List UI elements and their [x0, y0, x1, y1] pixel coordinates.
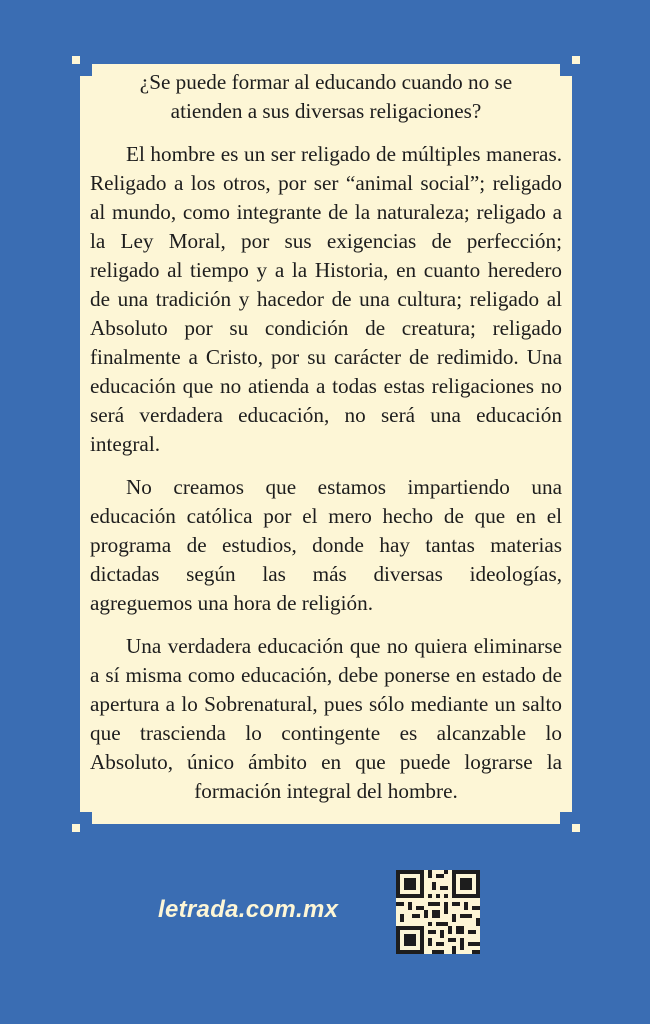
corner-ornament: [572, 824, 580, 832]
panel-corner-notch: [560, 812, 572, 824]
paragraph: No creamos que estamos impartiendo una educación católica por el mero hecho de que en el programa de estudios, donde hay tantas materias dictadas según las más diversas ideologías, agreguemos una hora de religión.: [90, 475, 562, 615]
question-heading: ¿Se puede formar al educando cuando no se atienden a sus diversas religaciones?: [139, 70, 513, 123]
text-panel: [80, 64, 572, 824]
panel-corner-notch: [560, 64, 572, 76]
panel-corner-notch: [80, 812, 92, 824]
corner-ornament: [552, 76, 560, 84]
corner-ornament: [72, 56, 80, 64]
paragraph: El hombre es un ser religado de múltiples maneras. Religado a los otros, por ser “animal social”; religado al mundo, como integrante de la naturaleza; religado a la Ley Moral, por sus exigencias de perfección; religado al tiempo y a la Historia, en cuanto heredero de una tradición y hacedor de una cultura; religado al Absoluto por su condición de creatura; religado finalmente a Cristo, por su carácter de redimido. Una educación que no atienda a todas estas religaciones no será verdadera educación, no será una educación integral.: [90, 142, 562, 456]
corner-ornament: [572, 56, 580, 64]
qr-code-icon: [396, 870, 480, 954]
website-link[interactable]: letrada.com.mx: [158, 896, 339, 923]
corner-ornament: [92, 76, 100, 84]
corner-ornament: [552, 804, 560, 812]
corner-ornament: [72, 824, 80, 832]
paragraph: Una verdadera educación que no quiera eliminarse a sí misma como educación, debe ponerse en estado de apertura a lo Sobrenatural, pues sólo mediante un salto que trascienda lo contingente es alcanzable lo Absoluto, único ámbito en que puede lograrse la formación integral del hombre.: [90, 634, 562, 803]
corner-ornament: [92, 804, 100, 812]
panel-corner-notch: [80, 64, 92, 76]
